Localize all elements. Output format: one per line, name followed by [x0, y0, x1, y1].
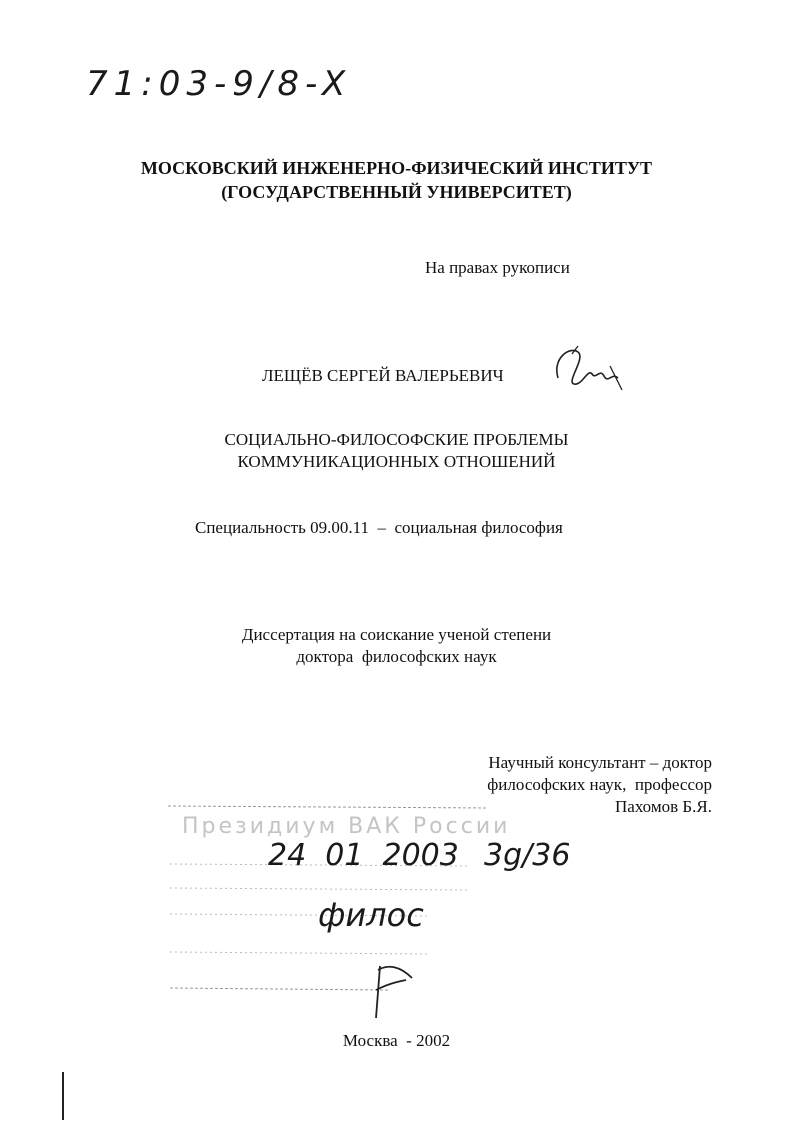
- manuscript-note: На правах рукописи: [425, 258, 570, 277]
- stamp-initials-mark: [366, 960, 426, 1020]
- institute-name: [0, 156, 793, 204]
- title-line-2: КОММУНИКАЦИОННЫХ ОТНОШЕНИЙ: [237, 452, 556, 471]
- author-signature: [548, 338, 628, 398]
- stamp-faded-text: Президиум ВАК России: [182, 814, 511, 839]
- dissertation-title: [0, 429, 793, 473]
- institute-line-1: МОСКОВСКИЙ ИНЖЕНЕРНО-ФИЗИЧЕСКИЙ ИНСТИТУТ: [140, 158, 653, 178]
- stamp-number: 3g/36: [484, 838, 571, 873]
- archive-code: 71:03-9/8-X: [86, 64, 352, 104]
- degree-statement: [0, 624, 793, 668]
- author-name: ЛЕЩЁВ СЕРГЕЙ ВАЛЕРЬЕВИЧ: [262, 366, 504, 385]
- title-line-1: СОЦИАЛЬНО-ФИЛОСОФСКИЕ ПРОБЛЕМЫ: [224, 430, 569, 449]
- registration-stamp: [168, 802, 571, 1002]
- degree-line-1: Диссертация на соискание ученой степени: [241, 625, 552, 644]
- consultant-line-1: Научный консультант – доктор: [488, 753, 712, 772]
- institute-line-2: (ГОСУДАРСТВЕННЫЙ УНИВЕРСИТЕТ): [221, 182, 572, 202]
- stamp-date: 24 01 2003: [268, 838, 459, 873]
- scan-edge-line: [62, 1072, 64, 1120]
- stamp-handwritten-word: филос: [318, 896, 424, 934]
- degree-line-2: доктора философских наук: [296, 647, 497, 666]
- consultant-line-3: Пахомов Б.Я.: [615, 797, 712, 816]
- specialty: Специальность 09.00.11 – социальная философия: [195, 518, 563, 537]
- consultant-line-2: философских наук, профессор: [487, 775, 712, 794]
- city-year: Москва - 2002: [342, 1031, 451, 1050]
